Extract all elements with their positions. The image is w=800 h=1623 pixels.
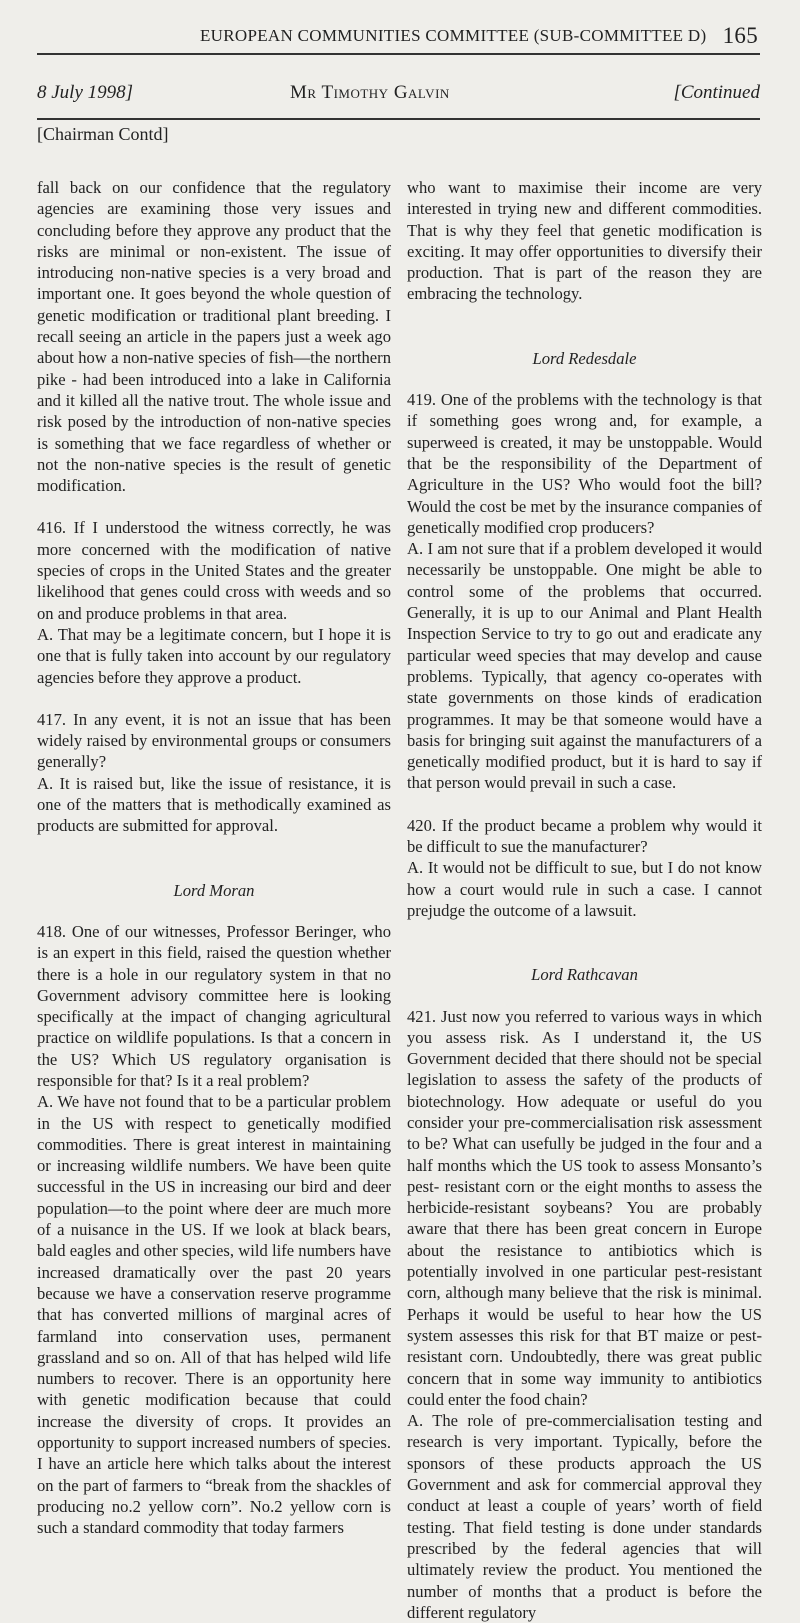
right-column [407, 177, 762, 1623]
question-420: 420. If the product became a problem why would it be difficult to sue the manufacturer? [407, 815, 762, 857]
header-rule-bottom [37, 118, 760, 120]
speaker-lord-redesdale: Lord Redesdale [532, 348, 637, 368]
answer-416: A. That may be a legitimate concern, but I hope it is one that is fully taken into account by our regulatory agencies before they approve a product. [37, 624, 391, 687]
hearing-date: 8 July 1998] [37, 82, 134, 103]
left-column [37, 177, 391, 1539]
sub-header [37, 82, 760, 106]
chairman-contd: [Chairman Contd] [37, 124, 169, 144]
header-rule-top [37, 53, 760, 55]
continued-label: [Continued [673, 82, 760, 103]
question-417: 417. In any event, it is not an issue that has been widely raised by environmental groups or consumers generally? [37, 709, 391, 772]
paragraph: fall back on our confidence that the regulatory agencies are examining those very issues and concluding before they approve any product that the risks are minimal or non-existent. The issue of introducing non-native species is a very broad and important one. It goes beyond the whole question of genetic modification or traditional plant breeding. I recall seeing an article in the papers just a week ago about how a non-native species of fish—the northern pike - had been introduced into a lake in California and it killed all the native trout. The whole issue and risk posed by the introduction of non-native species is something that we face regardless of whether or not the non-native species is the result of genetic modification. [37, 178, 391, 496]
paragraph: who want to maximise their income are very interested in trying new and different commodities. That is why they feel that genetic modification is exciting. It may offer opportunities to diversify their production. That is part of the reason they are embracing the technology. [407, 178, 762, 304]
answer-419: A. I am not sure that if a problem developed it would necessarily be unstoppable. One might be able to control some of the problems that occurred. Generally, it is up to our Animal and Plant Health Inspection Service to try to go out and eradicate any particular weed species that may develop and cause problems. Typically, that agency co-operates with state governments on those kinds of eradication programmes. It may be that someone would have a basis for bringing suit against the manufacturers of a genetically modified product, but it is hard to say if that person would prevail in such a case. [407, 539, 762, 793]
answer-417: A. It is raised but, like the issue of resistance, it is one of the matters that is methodically examined as products are submitted for approval. [37, 773, 391, 836]
answer-420: A. It would not be difficult to sue, but I do not know how a court would rule in such a case. I cannot prejudge the outcome of a lawsuit. [407, 858, 762, 920]
question-416: 416. If I understood the witness correctly, he was more concerned with the modification of native species of crops in the United States and the greater likelihood that genes could cross with weeds and so on and produce problems in that area. [37, 518, 391, 623]
speaker-lord-moran: Lord Moran [173, 880, 255, 900]
committee-title: EUROPEAN COMMUNITIES COMMITTEE (SUB-COMMITTEE D) [200, 26, 707, 45]
question-419: 419. One of the problems with the technology is that if something goes wrong and, for example, a superweed is created, it may be unstoppable. Would that be the responsibility of the Department of Agriculture in the US? Who would foot the bill? Would the cost be met by the insurance companies of genetically modified crop producers? [407, 390, 762, 537]
answer-418: A. We have not found that to be a particular problem in the US with respect to genetically modified commodities. There is great interest in maintaining or increasing wildlife numbers. We have been quite successful in the US in increasing our bird and deer population—to the point where deer are much more of a nuisance in the US. If we look at black bears, bald eagles and other species, wild life numbers have increased dramatically over the past 20 years because we have a conservation reserve programme that has converted millions of marginal acres of farmland into conservation uses, permanent grassland and so on. All of that has helped wild life numbers to recover. There is an opportunity here with genetic modification because that could increase the diversity of crops. It provides an opportunity to support increased numbers of species. I have an article here which talks about the interest on the part of farmers to “break from the shackles of producing no.2 yellow corn”. No.2 yellow corn is such a standard commodity that today farmers [37, 1092, 391, 1538]
speaker-lord-rathcavan: Lord Rathcavan [531, 965, 638, 985]
page-number: 165 [722, 23, 758, 48]
answer-421: A. The role of pre-commercialisation testing and research is very important. Typically, before the sponsors of these products approach the US Government and ask for commercial approval they conduct at least a couple of years’ worth of field testing. That field testing is done under standards prescribed by the federal agencies that will ultimately review the product. You mentioned the number of months that a product is before the different regulatory [407, 1411, 762, 1622]
question-421: 421. Just now you referred to various ways in which you assess risk. As I understand it, the US Government decided that there should not be special legislation to assess the safety of the products of biotechnology. How adequate or useful do you consider your pre-commercialisation risk assessment to be? What can usefully be judged in the four and a half months which the US took to assess Monsanto’s pest- resistant corn or the eight months to assess the herbicide-resistant soybeans? You are probably aware that there has been great concern in Europe about the resistance to antibiotics which is potentially involved in one particular pest-resistant corn, although many believe that the risk is minimal. Perhaps it would be useful to hear how the US system assesses this risk for that BT maize or pest-resistant corn. Undoubtedly, there was great public concern that in some way immunity to antibiotics could enter the food chain? [407, 1006, 762, 1409]
witness-name: Mr Timothy Galvin [290, 82, 450, 103]
question-418: 418. One of our witnesses, Professor Beringer, who is an expert in this field, raised the question whether there is a hole in our regulatory system in that no Government advisory committee here is looking specifically at the impact of changing agricultural practice on wildlife populations. Is that a concern in the US? Which US regulatory organisation is responsible for that? Is it a real problem? [37, 921, 391, 1090]
